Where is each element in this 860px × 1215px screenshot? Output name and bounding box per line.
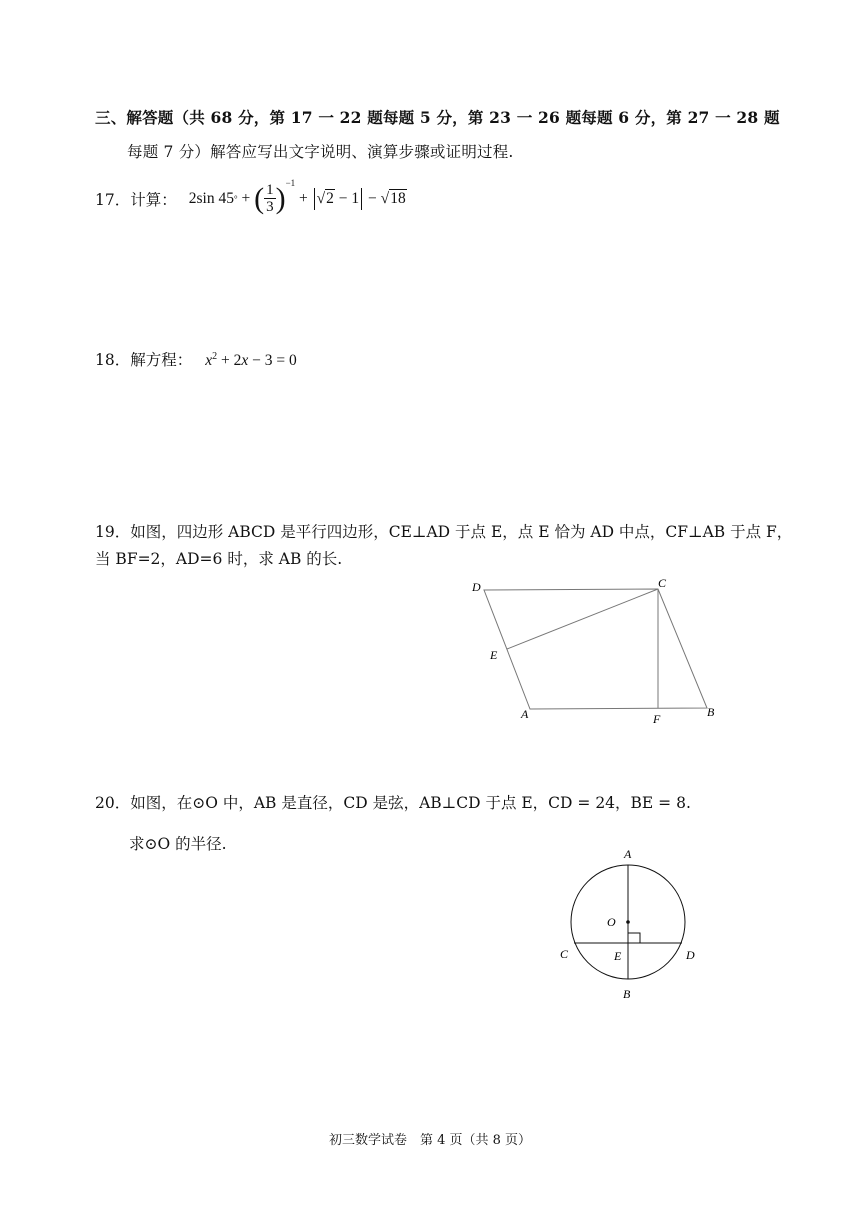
label-D: D (686, 948, 695, 962)
section-heading-line1: 三、解答题（共 68 分，第 17 一 22 题每题 5 分，第 23 一 26 题每题 6 分，第 27 一 28 题 (95, 108, 780, 127)
q17-degree: ° (233, 193, 238, 204)
q17-label: 计算： (130, 190, 177, 209)
label-E: E (490, 648, 498, 662)
page-footer: 初三数学试卷 第 4 页（共 8 页） (328, 1133, 532, 1148)
label-E: E (614, 949, 622, 963)
center-dot (626, 920, 630, 924)
label-A: A (624, 847, 632, 861)
q18-x2: x (241, 352, 249, 369)
q17-frac-den: 3 (266, 199, 274, 215)
q18-number: 18． (95, 351, 131, 369)
q18-x: x (205, 352, 213, 369)
q17-coef: 2sin 45 (188, 189, 234, 207)
q18-label: 解方程： (130, 351, 193, 369)
label-A: A (521, 707, 529, 721)
q17-minus-one: − 1 (334, 189, 360, 207)
label-F: F (653, 712, 661, 726)
q17-sqrt18-inner: 18 (390, 189, 406, 207)
question-19-line1: 19．如图，四边形 ABCD 是平行四边形，CE⊥AD 于点 E，点 E 恰为 AD 中点，CF⊥AB 于点 F， (95, 523, 793, 541)
label-O: O (607, 915, 616, 929)
q17-plus1: + (237, 189, 255, 207)
right-angle-mark (628, 933, 640, 943)
q18-rest: + 2 (217, 352, 242, 369)
label-B: B (707, 705, 715, 719)
label-D: D (472, 580, 481, 594)
label-C: C (560, 947, 569, 961)
question-20-line1: 20．如图，在⊙O 中，AB 是直径，CD 是弦，AB⊥CD 于点 E，CD = 24，BE = 8. (95, 794, 691, 812)
q18-square: 2 (212, 350, 218, 362)
q17-frac-num: 1 (266, 182, 274, 198)
label-B: B (623, 987, 631, 1001)
q17-sqrt2: √2 (316, 189, 334, 207)
q17-exponent: −1 (285, 178, 296, 188)
q17-minus2: − (364, 189, 381, 207)
label-C: C (658, 576, 667, 590)
q17-number: 17． (95, 190, 131, 209)
section-heading-line2: 每题 7 分）解答应写出文字说明、演算步骤或证明过程. (127, 143, 514, 161)
q17-left-paren: ( (254, 181, 265, 215)
q17-right-paren: ) (275, 181, 286, 215)
q17-plus2: + (295, 189, 312, 207)
q18-tail: − 3 = 0 (248, 352, 297, 369)
q17-sqrt18: √18 (380, 189, 406, 207)
question-19-line2: 当 BF=2，AD=6 时，求 AB 的长. (95, 550, 343, 568)
q17-sqrt2-inner: 2 (326, 189, 334, 207)
question-20-line2: 求⊙O 的半径. (129, 835, 227, 853)
